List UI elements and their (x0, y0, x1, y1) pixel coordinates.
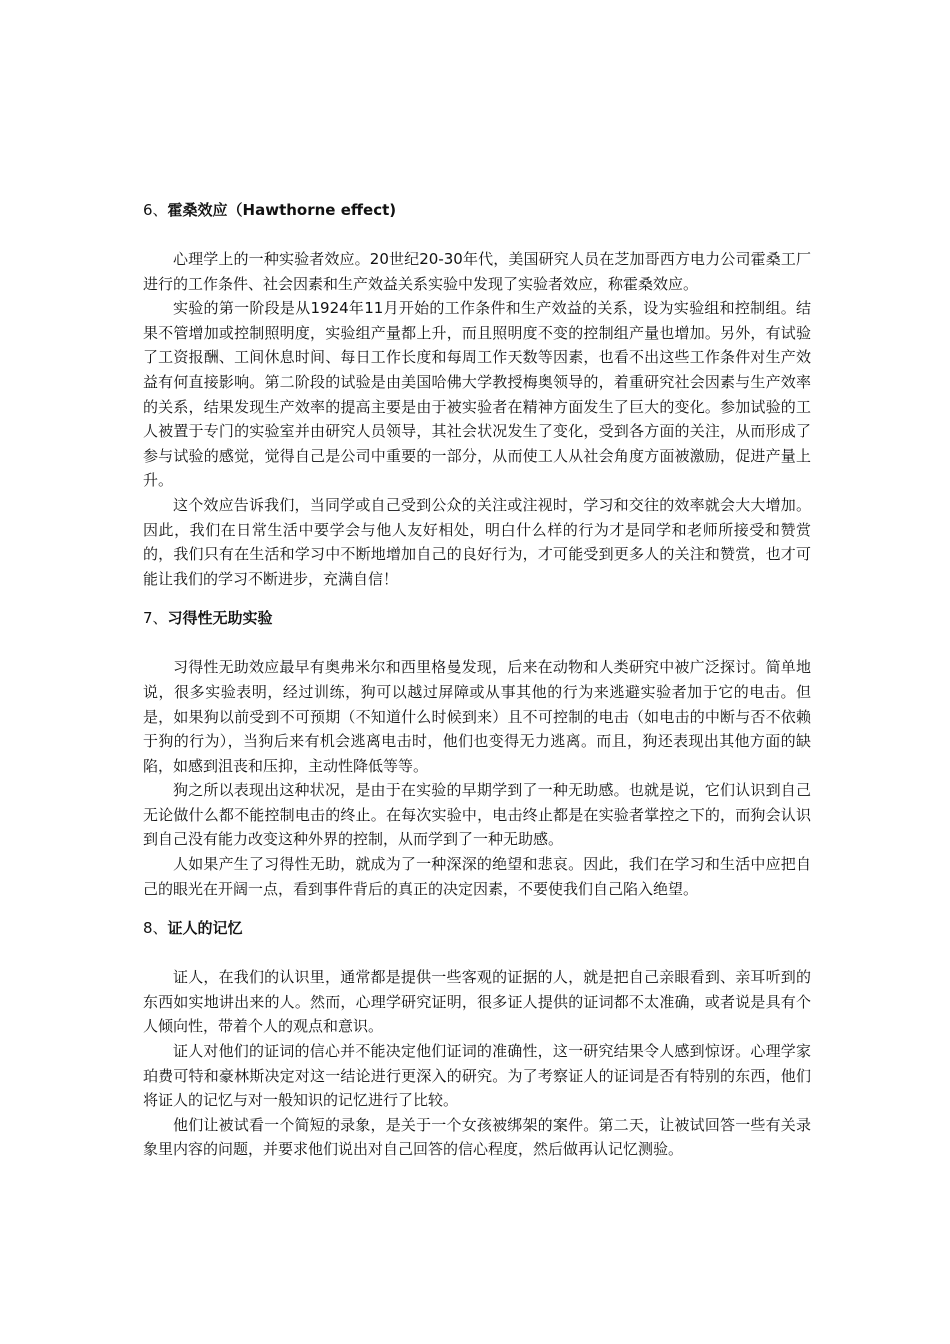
section-heading (143, 915, 811, 941)
section-gap (143, 591, 811, 605)
paragraph: 证人对他们的证词的信心并不能决定他们证词的准确性，这一研究结果令人感到惊讶。心理学家珀费可特和豪林斯决定对这一结论进行更深入的研究。为了考察证人的证词是否有特别的东西，他们将证人的记忆与对一般知识的记忆进行了比较。 (143, 1042, 811, 1110)
paragraph: 习得性无助效应最早有奥弗米尔和西里格曼发现，后来在动物和人类研究中被广泛探讨。简单地说，很多实验表明，经过训练，狗可以越过屏障或从事其他的行为来逃避实验者加于它的电击。但是，如果狗以前受到不可预期（不知道什么时候到来）且不可控制的电击（如电击的中断与否不依赖于狗的行为），当狗后来有机会逃离电击时，他们也变得无力逃离。而且，狗还表现出其他方面的缺陷，如感到沮丧和压抑，主动性降低等等。 (143, 658, 811, 775)
paragraph: 实验的第一阶段是从1924年11月开始的工作条件和生产效益的关系，设为实验组和控制组。结果不管增加或控制照明度，实验组产量都上升，而且照明度不变的控制组产量也增加。另外，有试验了工资报酬、工间休息时间、每日工作长度和每周工作天数等因素，也看不出这些工作条件对生产效益有何直接影响。第二阶段的试验是由美国哈佛大学教授梅奥领导的，着重研究社会因素与生产效率的关系，结果发现生产效率的提高主要是由于被实验者在精神方面发生了巨大的变化。参加试验的工人被置于专门的实验室并由研究人员领导，其社会状况发生了变化，受到各方面的关注，从而形成了参与试验的感觉，觉得自己是公司中重要的一部分，从而使工人从社会角度方面被激励，促进产量上升。 (143, 299, 811, 490)
document-page (143, 197, 811, 1162)
section-title: 习得性无助实验 (167, 609, 273, 628)
section-heading (143, 605, 811, 631)
section-learned-helplessness (143, 605, 811, 901)
section-title: 霍桑效应（Hawthorne effect) (167, 201, 397, 219)
paragraph: 这个效应告诉我们，当同学或自己受到公众的关注或注视时，学习和交往的效率就会大大增加。因此，我们在日常生活中要学会与他人友好相处，明白什么样的行为才是同学和老师所接受和赞赏的，我们只有在生活和学习中不断地增加自己的良好行为，才可能受到更多人的关注和赞赏，也才可能让我们的学习不断进步，充满自信！ (143, 495, 811, 588)
section-gap (143, 901, 811, 915)
section-hawthorne-effect (143, 197, 811, 591)
paragraph: 心理学上的一种实验者效应。20世纪20-30年代，美国研究人员在芝加哥西方电力公司霍桑工厂进行的工作条件、社会因素和生产效益关系实验中发现了实验者效应，称霍桑效应。 (143, 250, 811, 293)
paragraph: 人如果产生了习得性无助，就成为了一种深深的绝望和悲哀。因此，我们在学习和生活中应把自己的眼光在开阔一点，看到事件背后的真正的决定因素，不要使我们自己陷入绝望。 (143, 855, 811, 898)
paragraph: 狗之所以表现出这种状况，是由于在实验的早期学到了一种无助感。也就是说，它们认识到自己无论做什么都不能控制电击的终止。在每次实验中，电击终止都是在实验者掌控之下的，而狗会认识到自己没有能力改变这种外界的控制，从而学到了一种无助感。 (143, 781, 811, 849)
section-title: 证人的记忆 (167, 919, 243, 938)
paragraph: 他们让被试看一个简短的录象，是关于一个女孩被绑架的案件。第二天，让被试回答一些有关录象里内容的问题，并要求他们说出对自己回答的信心程度，然后做再认记忆测验。 (143, 1115, 811, 1159)
section-heading (143, 197, 811, 223)
section-witness-memory (143, 915, 811, 1162)
section-number: 8、 (143, 919, 168, 938)
paragraph: 证人，在我们的认识里，通常都是提供一些客观的证据的人，就是把自己亲眼看到、亲耳听到的东西如实地讲出来的人。然而，心理学研究证明，很多证人提供的证词都不太准确，或者说是具有个人倾向性，带着个人的观点和意识。 (143, 968, 811, 1036)
section-number: 6、 (143, 201, 168, 219)
section-number: 7、 (143, 609, 168, 628)
